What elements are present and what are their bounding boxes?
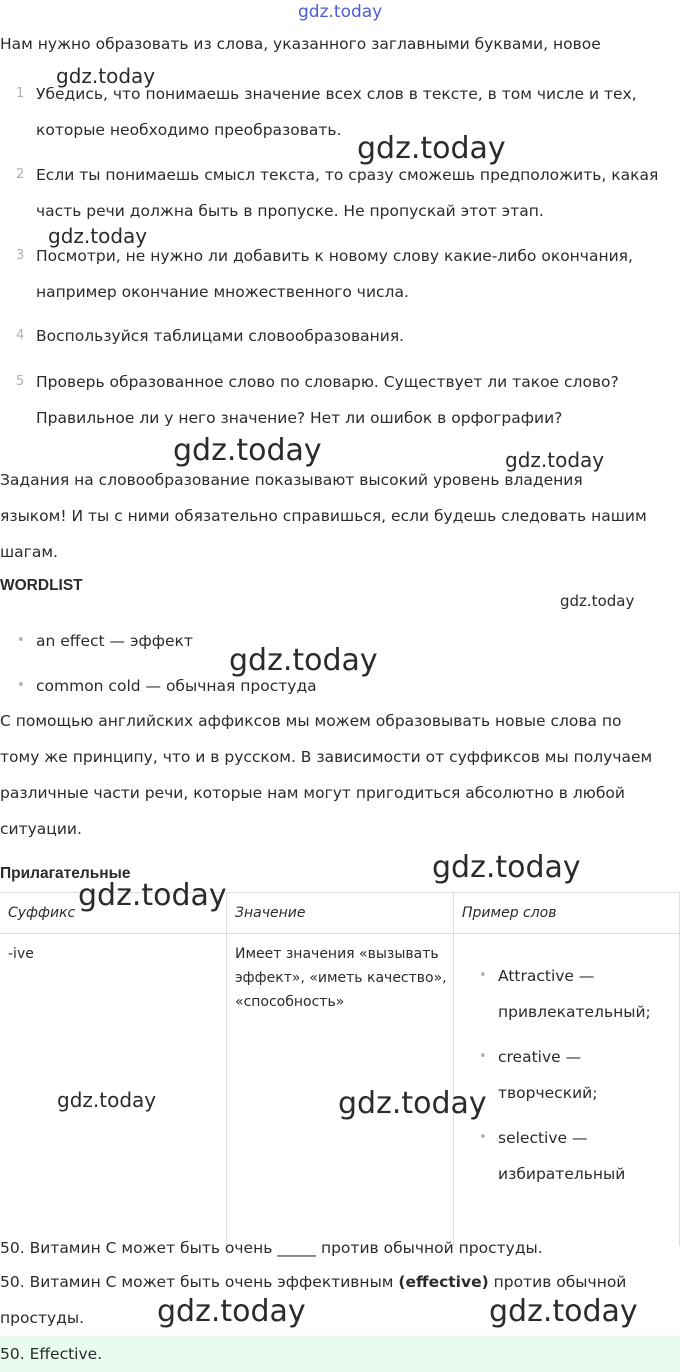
watermark: gdz.today (489, 1294, 638, 1329)
watermark: gdz.today (338, 1086, 487, 1121)
watermark: gdz.today (560, 592, 635, 610)
wordlist-item: an effect — эффект (36, 632, 193, 650)
watermark: gdz.today (78, 878, 227, 913)
table-cell-examples (454, 934, 680, 1247)
step-number: 1 (16, 86, 25, 101)
watermark: gdz.today (56, 64, 156, 88)
task-question: 50. Витамин С может быть очень _____ против обычной простуды. (0, 1239, 543, 1257)
wordlist-item: common cold — обычная простуда (36, 677, 317, 695)
watermark: gdz.today (229, 643, 378, 678)
step-text: Воспользуйся таблицами словообразования. (36, 327, 405, 345)
step-text: Если ты понимаешь смысл текста, то сразу сможешь предположить, какая часть речи должна быть в пропуске. Не пропускай этот этап. (36, 166, 659, 220)
list-item: • selective — избирательный (462, 1120, 673, 1192)
table-header: Суффикс (0, 893, 227, 934)
watermark: gdz.today (173, 433, 322, 468)
watermark: gdz.today (48, 224, 148, 248)
adjectives-table (0, 892, 680, 1246)
answer-text: 50. Effective. (0, 1345, 103, 1363)
watermark: gdz.today (357, 131, 506, 166)
step-text: Убедись, что понимаешь значение всех слов в тексте, в том числе и тех, которые необходимо преобразовать. (36, 85, 637, 139)
step-text: Посмотри, не нужно ли добавить к новому слову какие-либо окончания, например окончание множественного числа. (36, 247, 633, 301)
answer-box (0, 1336, 680, 1372)
list-item: • Attractive — привлекательный; (462, 958, 673, 1030)
step-number: 3 (16, 248, 25, 263)
bullet: • (479, 968, 487, 983)
step-number: 5 (16, 374, 25, 389)
list-item: • creative — творческий; (462, 1039, 673, 1111)
bullet: • (17, 678, 25, 693)
bullet: • (17, 633, 25, 648)
bullet: • (479, 1049, 487, 1064)
watermark: gdz.today (157, 1294, 306, 1329)
paragraph-affixes: С помощью английских аффиксов мы можем образовывать новые слова по тому же принципу, что и в русском. В зависимости от суффиксов мы получаем различные части речи, которые нам могут пригодиться абсолютно в любой ситуации. (0, 712, 653, 838)
watermark: gdz.today (57, 1088, 157, 1112)
task-solution: 50. Витамин С может быть очень эффективным (effective) против обычной простуды. (0, 1273, 627, 1327)
adjectives-title: Прилагательные (0, 865, 131, 882)
table-cell-meaning: Имеет значения «вызывать эффект», «иметь качество», «способность» (227, 934, 454, 1247)
watermark-top: gdz.today (298, 2, 383, 22)
bullet: • (479, 1130, 487, 1145)
paragraph-word-formation: Задания на словообразование показывают высокий уровень владения языком! И ты с ними обязательно справишься, если будешь следовать нашим шагам. (0, 471, 647, 561)
examples-list (462, 958, 673, 1192)
table-header: Пример слов (454, 893, 680, 934)
intro-text: Нам нужно образовать из слова, указанного заглавными буквами, новое (0, 35, 601, 53)
watermark: gdz.today (505, 448, 605, 472)
step-text: Проверь образованное слово по словарю. Существует ли такое слово? Правильное ли у него значение? Нет ли ошибок в орфографии? (36, 373, 619, 427)
table-header: Значение (227, 893, 454, 934)
table-cell-suffix: -ive (0, 934, 227, 1247)
watermark: gdz.today (432, 850, 581, 885)
step-number: 2 (16, 167, 25, 182)
wordlist-title: WORDLIST (0, 577, 83, 594)
step-number: 4 (16, 328, 25, 343)
